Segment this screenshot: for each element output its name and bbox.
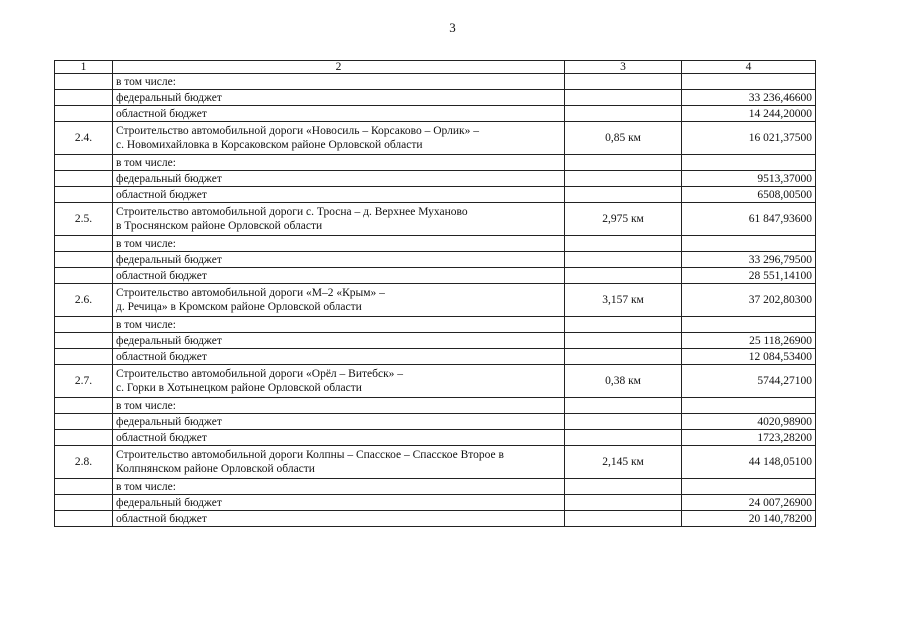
table-row-item [55, 203, 816, 236]
cell-amount [682, 317, 816, 333]
cell-name: в том числе: [113, 74, 565, 90]
cell-item-number [55, 495, 113, 511]
cell-amount: 24 007,26900 [682, 495, 816, 511]
cell-amount: 20 140,78200 [682, 511, 816, 527]
cell-name: федеральный бюджет [113, 333, 565, 349]
cell-length [565, 236, 682, 252]
cell-length [565, 252, 682, 268]
cell-length [565, 317, 682, 333]
cell-name [113, 203, 565, 236]
cell-amount: 4020,98900 [682, 414, 816, 430]
cell-length [565, 106, 682, 122]
table-body [55, 74, 816, 527]
cell-name: областной бюджет [113, 106, 565, 122]
cell-amount: 1723,28200 [682, 430, 816, 446]
table-row-budget [55, 236, 816, 252]
cell-amount: 6508,00500 [682, 187, 816, 203]
budget-table [54, 60, 816, 527]
cell-amount: 16 021,37500 [682, 122, 816, 155]
cell-amount: 14 244,20000 [682, 106, 816, 122]
cell-name: федеральный бюджет [113, 414, 565, 430]
cell-length [565, 333, 682, 349]
cell-name-line-2: д. Речица» в Кромском районе Орловской области [116, 301, 362, 313]
cell-name-line-2: в Троснянском районе Орловской области [116, 220, 323, 232]
cell-amount: 33 236,46600 [682, 90, 816, 106]
cell-amount [682, 155, 816, 171]
table-row-item [55, 122, 816, 155]
cell-name: областной бюджет [113, 187, 565, 203]
cell-name: областной бюджет [113, 268, 565, 284]
cell-name: в том числе: [113, 236, 565, 252]
table-row-budget [55, 430, 816, 446]
cell-amount [682, 236, 816, 252]
table-row-item [55, 365, 816, 398]
table-row-budget [55, 398, 816, 414]
cell-item-number: 2.4. [55, 122, 113, 155]
cell-name: федеральный бюджет [113, 90, 565, 106]
column-header-3: 3 [565, 61, 682, 74]
cell-length: 2,145 км [565, 446, 682, 479]
cell-name: областной бюджет [113, 430, 565, 446]
cell-length [565, 495, 682, 511]
cell-length: 2,975 км [565, 203, 682, 236]
column-header-2: 2 [113, 61, 565, 74]
cell-length: 3,157 км [565, 284, 682, 317]
cell-length [565, 74, 682, 90]
cell-item-number [55, 252, 113, 268]
cell-item-number [55, 74, 113, 90]
table-row-item [55, 284, 816, 317]
cell-name-line-2: с. Горки в Хотынецком районе Орловской области [116, 382, 362, 394]
cell-name-line-2: с. Новомихайловка в Корсаковском районе Орловской области [116, 139, 423, 151]
cell-length: 0,38 км [565, 365, 682, 398]
cell-length [565, 430, 682, 446]
cell-length [565, 414, 682, 430]
cell-length [565, 268, 682, 284]
column-header-1: 1 [55, 61, 113, 74]
cell-name: в том числе: [113, 155, 565, 171]
cell-name: областной бюджет [113, 349, 565, 365]
cell-name-line-2: Колпнянском районе Орловской области [116, 463, 315, 475]
table-row-budget [55, 495, 816, 511]
cell-item-number [55, 155, 113, 171]
table-row-budget [55, 90, 816, 106]
cell-item-number [55, 349, 113, 365]
cell-name: федеральный бюджет [113, 495, 565, 511]
cell-item-number [55, 90, 113, 106]
cell-name: областной бюджет [113, 511, 565, 527]
table-row-budget [55, 106, 816, 122]
cell-name: федеральный бюджет [113, 252, 565, 268]
cell-amount: 28 551,14100 [682, 268, 816, 284]
cell-item-number [55, 414, 113, 430]
cell-length [565, 171, 682, 187]
table-row-budget [55, 171, 816, 187]
cell-name: в том числе: [113, 398, 565, 414]
cell-length [565, 398, 682, 414]
cell-item-number [55, 171, 113, 187]
table-header-row [55, 61, 816, 74]
cell-name-line-1: Строительство автомобильной дороги Колпны – Спасское – Спасское Второе в [116, 449, 504, 461]
page-number: 3 [449, 20, 456, 35]
table-row-item [55, 446, 816, 479]
table-row-budget [55, 333, 816, 349]
cell-item-number [55, 479, 113, 495]
table-row-budget [55, 187, 816, 203]
cell-item-number [55, 106, 113, 122]
table-row-budget [55, 252, 816, 268]
cell-amount [682, 74, 816, 90]
cell-name: федеральный бюджет [113, 171, 565, 187]
cell-amount [682, 479, 816, 495]
cell-name: в том числе: [113, 479, 565, 495]
table-row-budget [55, 74, 816, 90]
cell-name [113, 284, 565, 317]
cell-name-line-1: Строительство автомобильной дороги с. Тросна – д. Верхнее Муханово [116, 206, 468, 218]
cell-amount: 33 296,79500 [682, 252, 816, 268]
cell-amount: 61 847,93600 [682, 203, 816, 236]
table-row-budget [55, 479, 816, 495]
cell-amount: 44 148,05100 [682, 446, 816, 479]
cell-item-number [55, 236, 113, 252]
cell-item-number [55, 268, 113, 284]
cell-amount: 37 202,80300 [682, 284, 816, 317]
column-header-4: 4 [682, 61, 816, 74]
cell-name-line-1: Строительство автомобильной дороги «Орёл – Витебск» – [116, 368, 404, 380]
cell-amount: 25 118,26900 [682, 333, 816, 349]
cell-name [113, 365, 565, 398]
cell-length [565, 479, 682, 495]
cell-length [565, 155, 682, 171]
table-row-budget [55, 349, 816, 365]
cell-length [565, 349, 682, 365]
cell-length [565, 90, 682, 106]
cell-length: 0,85 км [565, 122, 682, 155]
table-row-budget [55, 317, 816, 333]
cell-name [113, 446, 565, 479]
cell-name: в том числе: [113, 317, 565, 333]
cell-name-line-1: Строительство автомобильной дороги «М–2 «Крым» – [116, 287, 385, 299]
cell-name [113, 122, 565, 155]
cell-length [565, 187, 682, 203]
table-row-budget [55, 511, 816, 527]
cell-item-number [55, 511, 113, 527]
cell-item-number: 2.5. [55, 203, 113, 236]
cell-amount [682, 398, 816, 414]
cell-length [565, 511, 682, 527]
cell-amount: 5744,27100 [682, 365, 816, 398]
cell-item-number [55, 187, 113, 203]
cell-item-number: 2.8. [55, 446, 113, 479]
cell-item-number [55, 430, 113, 446]
cell-amount: 9513,37000 [682, 171, 816, 187]
table-row-budget [55, 414, 816, 430]
cell-item-number: 2.6. [55, 284, 113, 317]
cell-item-number [55, 317, 113, 333]
cell-item-number [55, 398, 113, 414]
cell-amount: 12 084,53400 [682, 349, 816, 365]
cell-item-number: 2.7. [55, 365, 113, 398]
table-row-budget [55, 268, 816, 284]
table-row-budget [55, 155, 816, 171]
cell-name-line-1: Строительство автомобильной дороги «Новосиль – Корсаково – Орлик» – [116, 125, 480, 137]
cell-item-number [55, 333, 113, 349]
